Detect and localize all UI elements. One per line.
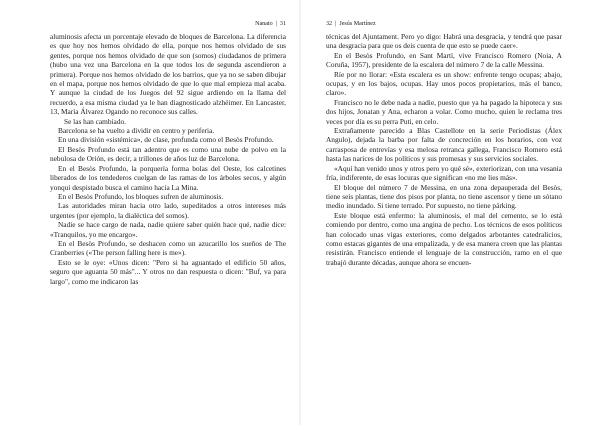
- paragraph: En el Besòs Profundo, en Sant Martí, vive Francisco Romero (Noia, A Coruña, 1957), presidente de la escalera del número 7 de la calle Messina.: [326, 50, 562, 70]
- paragraph: En una división «sistémica», de clase, profunda como el Besòs Profundo.: [58, 135, 274, 145]
- header-separator: |: [335, 21, 337, 27]
- paragraph: aluminosis afecta un porcentaje elevado de bloques de Barcelona. La diferencia es que hoy nos hemos olvidado de ella, porque nos hemos olvidado de sus gentes, porque nos hemos olvidado de que son (somos) ciudadanos de primera (hubo una vez una Barcelona en la que todos los de segunda ascendieron a primera). Porque nos hemos olvidado de los barrios, que ya no se saben dibujar en el mapa, porque nos hemos olvidado de que lo que mal empieza mal acaba. Y aunque la ciudad de los Juegos del 92 sigue ardiendo en la llama del recuerdo, a esa misma ciudad ya le han diagnosticado alzhéimer. En Lancaster, 13, María Álvarez Ogando no reconoce sus calles.: [50, 32, 286, 117]
- left-page: [50, 20, 286, 286]
- left-page-header: [50, 20, 286, 30]
- book-gutter: [299, 0, 301, 425]
- page-number-left: 31: [279, 21, 286, 27]
- paragraph: Esto se le oye: «Unos dicen: "Pero si ha aguantado el edificio 50 años, seguro que aguanta 50 más"... Y otros no dan respuesta o dicen: "Buf, va para largo", como me indicaron las: [50, 257, 286, 286]
- paragraph: Se las han cambiado.: [64, 116, 126, 126]
- paragraph: Las autoridades miran hacia otro lado, supeditados a otros intereses más urgentes (por ejemplo, la dialéctica del somos).: [50, 201, 286, 220]
- right-page: [326, 20, 562, 267]
- paragraph: Extrañamente parecido a Blas Castellote en la serie Periodistas (Álex Angulo), dejada la barba por falta de concreción en los horarios, con voz carrasposa de entrevías y esa melosa retranca gallega, Francisco Romero está hasta las narices de los políticos y sus promesas y sus servicios sociales.: [326, 126, 562, 164]
- paragraph: El Besòs Profundo está tan adentro que es como una nube de polvo en la nebulosa de Orión, es decir, a trillones de años luz de Barcelona.: [50, 144, 286, 164]
- header-separator: |: [275, 21, 277, 27]
- paragraph: En el Besòs Profundo, la porquería forma bolas del Oeste, los calcetines liberados de los tendederos cuelgan de las ramas de los árboles secos, y algún yonqui despistado busca el camino hacia La Mina.: [50, 163, 286, 192]
- paragraph: En el Besòs Profundo, los bloques sufren de aluminosis.: [58, 191, 224, 201]
- paragraph: técnicas del Ajuntament. Pero yo digo: Habrá una desgracia, y tendrá que pasar una desgracia para que os deis cuenta de que esto se puede caer».: [326, 32, 562, 51]
- paragraph: Barcelona se ha vuelto a dividir en centro y periferia.: [58, 126, 215, 136]
- right-page-header: [326, 20, 562, 30]
- paragraph: Nadie se hace cargo de nada, nadie quiere saber quién hace qué, nadie dice: «Tranquilos, yo me encargo».: [50, 220, 286, 239]
- running-title: Nanato: [255, 21, 273, 27]
- paragraph: «Aquí han venido unos y otros pero yo qué sé», exteriorizan, con una vesania fría, indiferente, de esas locuras que significan «no me lies más».: [326, 163, 562, 183]
- left-page-body: [50, 32, 286, 286]
- running-author: Jesús Martínez: [339, 21, 376, 27]
- paragraph: Ríe por no llorar: «Esta escalera es un show: enfrente tengo ocupas; abajo, ocupas, y en los bajos, ocupas. Hay unos pocos propietarios, más el banco, claro».: [326, 69, 562, 98]
- right-page-body: [326, 32, 562, 267]
- paragraph: Este bloque está enfermo: la aluminosis, el mal del cemento, se lo está comiendo por dentro, como una angina de pecho. Los técnicos de esos políticos han colocado unas vigas exteriores, como delgados arbotantes catedralicios, como estacas gigantes de una empalizada, y de esa manera creen que las plantas resistirán. Francisco entiende el lenguaje de la construcción, ramo en el que trabajó durante décadas, aunque ahora se encuen-: [326, 210, 562, 267]
- paragraph: El bloque del número 7 de Messina, en una zona depauperada del Besòs, tiene seis plantas, tiene dos pisos por planta, no tiene ascensor y tiene un sótano medio inundado. Si tiene terrado. Por supuesto, no tiene párking.: [326, 182, 562, 211]
- paragraph: Francisco no le debe nada a nadie, puesto que ya ha pagado la hipoteca y sus dos hijos, Jonatan y Ana, echaron a volar. Como mucho, quien le reclama tres veces por día es su perra Puti, en celo.: [326, 97, 562, 126]
- paragraph: En el Besòs Profundo, se deshacen como un azucarillo los sueños de The Cranberries («The person falling here is me»).: [50, 238, 286, 258]
- page-number-right: 32: [326, 21, 333, 27]
